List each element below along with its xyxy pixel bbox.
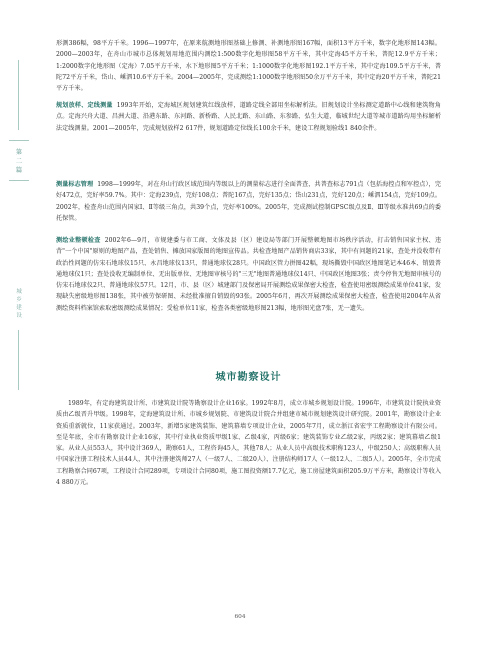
page-number: 604 bbox=[234, 614, 246, 620]
paragraph-mapping-text: 形测386幅，98平方千米。1996—1997年，在原来航测地形图基础上修测、补测地形图167幅，面积13平方千米，数字化地形图143幅。2000—2003年，在舟山市城市总体规划用地范围内测绘1:500数字化地形图58平方千米，其中定海45平方千米，普陀12.9平方千米；1:2000数字化地形图（定海）7.05平方千米，水下地形图5平方千米；1:1000数字化地形图192.1平方千米，其中定海109.5平方千米，普陀72平方千米，岱山、嵊泗10.6平方千米。2004—2005年，完成测绘1:1000数字地形图50余万平方千米，其中定海20平方千米，普陀21平方千米。 bbox=[56, 40, 441, 93]
side-title-char-2: 乡 bbox=[16, 297, 22, 303]
map-inspection-heading: 测绘业整顿检查 bbox=[56, 237, 101, 244]
planning-survey-text: 1993年开始，定海城区规划建筑红线放样，道路定线全部用坐标解析法。旧规划设计坐标测定道路中心线和建筑物角点。定海兴舟大道、昌洲大道、沿港东路、东河路、新桥路、人民北路、东山路、东参路、弘生大道，临城世纪大道等城市道路均用坐标解析法定线测量。2001—2005年，完成规划放样2 617件，规划道路定位线长100余千米，建设工程规划验线1 840余件。 bbox=[56, 102, 441, 132]
left-rail bbox=[0, 0, 38, 651]
paragraph-survey-design bbox=[56, 398, 441, 488]
paragraph-planning-survey-body bbox=[56, 100, 441, 134]
side-book-title bbox=[12, 288, 26, 320]
rail-rule-mid bbox=[9, 180, 29, 181]
chapter-char-3: 篇 bbox=[15, 167, 23, 174]
rail-decoration-bottom bbox=[18, 330, 19, 390]
rail-rule-top bbox=[9, 140, 29, 141]
chapter-char-2: 二 bbox=[15, 158, 23, 165]
paragraph-survey-markers bbox=[56, 179, 441, 224]
planning-survey-heading: 规划放样、定线测量 bbox=[56, 102, 113, 109]
survey-markers-heading: 测量标志管理 bbox=[56, 181, 94, 188]
rail-decoration-top bbox=[18, 60, 19, 130]
side-title-char-3: 建 bbox=[16, 305, 22, 311]
section-title: 城市勘察设计 bbox=[215, 372, 282, 383]
paragraph-survey-design-text bbox=[56, 398, 441, 488]
chapter-marker bbox=[10, 148, 28, 175]
paragraph-survey-markers-body bbox=[56, 179, 441, 224]
chapter-char-1: 第 bbox=[15, 149, 23, 156]
side-title-char-1: 城 bbox=[16, 289, 22, 295]
survey-markers-text: 1998—1999年，对在舟山行政区域范围内等级以上的测量标志进行全面普查，共普查标志791点（包括海控点和军控点），完好472点，完好率59.7%。其中：定海239点，完好108点；普陀167点，完好135点；岱山231点，完好120点；嵊泗154点，完好109点。2002年，检查舟山范围内国家Ⅰ、Ⅱ等级三角点，共39个点，完好率100%。2005年，完成测试控制GPSC级点及Ⅱ、Ⅲ等级水准共69点的委托保管。 bbox=[56, 181, 441, 222]
paragraph-map-inspection bbox=[56, 235, 441, 314]
paragraph-planning-survey bbox=[56, 100, 441, 134]
side-title-char-4: 设 bbox=[16, 313, 22, 319]
paragraph-map-inspection-body bbox=[56, 235, 441, 314]
paragraph-mapping bbox=[56, 38, 441, 94]
map-inspection-text: 2002年6—9月，市规建委与市工商、文体及县（区）建设局等部门开展整顿地图市场秩序活动，打击销售国家主权、违背"一个中国"原则的地图产品，查处销售、摊放国家版图的地图宣传品。共检查地图产品销售商店33家，其中有问题的21家，查处并没收带有政治性问题的仿宋石地球仪15只、永昌地球仪13只、普通地球仪28只。中国政区管力拼图42幅，现场撕毁中国政区地图笔记本46本、销毁普通地球仪1只；查处没收无编制单位、无出版单位、无地图审核号的"三无"地图普通地球仪14只、中国政区地图3张；责令停售无地图审核号的仿宋石地球仪2只、普通地球仪57只。12月，市、县（区）城建部门及保密局开展测绘成果保密大检查，检查使用密级测绘成果单位41家，发现缺失密级地形图138张，其中被劳保研图、未经批准擅自销毁的93张。2005年6月，再次开展测绘成果保密大检查，检查使用2004年从省测绘资料档案馆索取密级测绘成果情况；受检单位11家，检查各类密级地形图213幅，地形图光盘7张，无一遗失。 bbox=[56, 237, 441, 312]
survey-design-text: 1989年，有定海建筑设计所、市建筑设计院等勘察设计企业16家。1992年8月，成立市城乡规划设计院。1996年，市建筑设计院执业资质由乙级晋升甲级。1998年，定海建筑设计所、市城乡规划院、市建筑设计院合并组建市城市规划建筑设计研究院。2001年，勘察设计企业资质重新就位，11家获通过。2003年，新增5家建筑装饰、建筑幕墙专项设计企业，2005年7月，成立浙江省宏宇工程勘察设计有限公司。至是年底，全市有勘察设计企业16家，其中行业执业资质甲级1家、乙级4家，丙级6家；建筑装饰专业乙级2家，丙级2家；建筑幕墙乙级1家。从业人员553人，其中设计369人，勘察61人，工程咨询45人，其他78人；从业人员中高级技术职称123人，中级250人；高级职称人员中国家注册工程技术人员44人，其中注册建筑师27人（一级7人、二级20人）、注册结构师17人（一级12人、二级5人）。2005年，全市完成工程勘察合同67项，工程设计合同289项，专项设计合同80项，施工图投资额17.7亿元，施工房屋建筑面积205.9万平方米，勘察设计等收入4 880万元。 bbox=[56, 400, 441, 487]
